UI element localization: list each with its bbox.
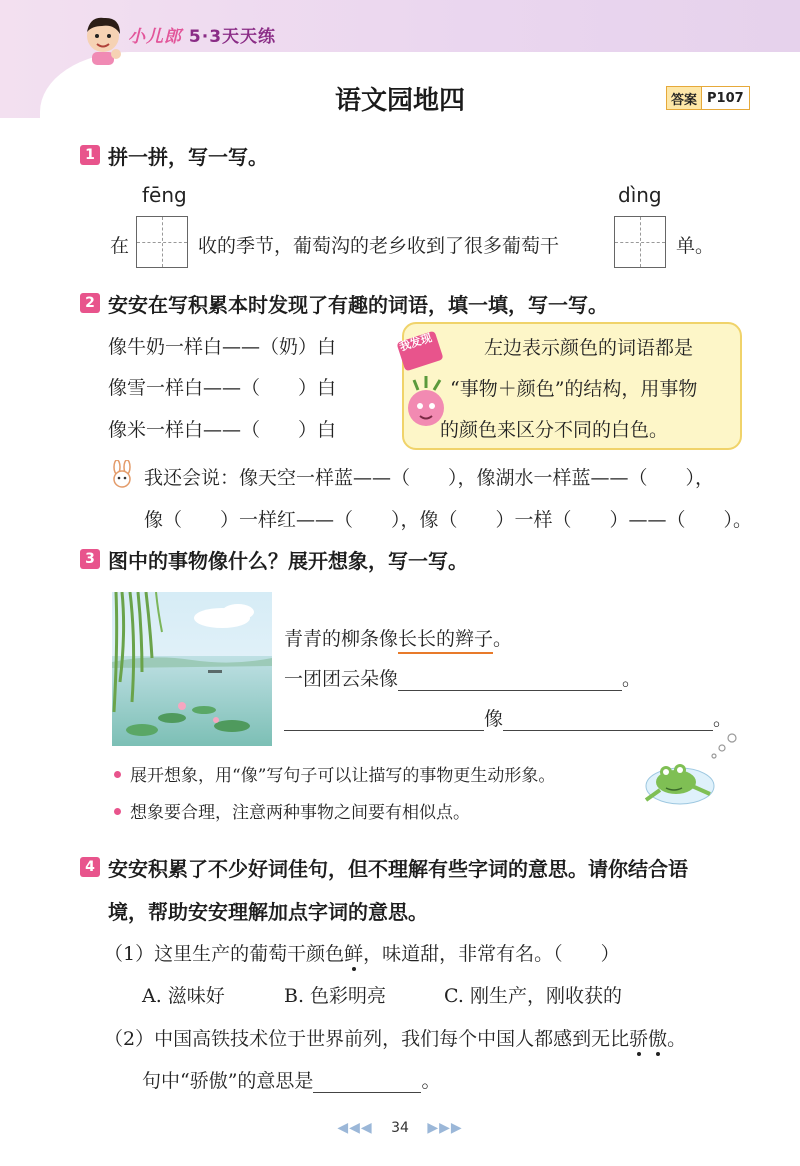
answer-reference — [666, 86, 750, 110]
q4-s2-b: 。 — [667, 1028, 687, 1050]
brand-logo: 小儿郎 — [128, 27, 182, 47]
q3-line2-prefix: 一团团云朵像 — [284, 668, 399, 690]
q3-line2-end: 。 — [622, 668, 642, 690]
q3-prompt: 图中的事物像什么？展开想象，写一写。 — [108, 549, 468, 573]
q2-prompt: 安安在写积累本时发现了有趣的词语，填一填，写一写。 — [108, 293, 608, 317]
brand-series: 5·3天天练 — [188, 27, 277, 47]
q4-s1-b: ，味道甜，非常有名。（ ） — [363, 943, 620, 965]
page-footer — [0, 1120, 800, 1136]
right-arrows-icon: ▶▶▶ — [427, 1120, 463, 1136]
page-number: 34 — [391, 1120, 409, 1136]
q1-text-post: 单。 — [676, 235, 715, 257]
q2-tip-line-1: 左边表示颜色的词语都是 — [484, 337, 694, 359]
q4-number: 4 — [80, 857, 100, 877]
q2-tip-badge: 我发现 — [397, 331, 434, 354]
q4-s2-line-b: 。 — [421, 1070, 441, 1092]
answer-page: P107 — [701, 87, 749, 109]
q2-row-3: 像米一样白——（ ）白 — [108, 419, 337, 441]
q4-sentence-1 — [104, 939, 620, 966]
q3-line-2 — [284, 664, 641, 691]
q1-number: 1 — [80, 145, 100, 165]
q3-answer-blank-2[interactable] — [284, 708, 484, 731]
q4-meaning-blank[interactable] — [313, 1070, 421, 1093]
q3-answer-blank-1[interactable] — [398, 668, 622, 691]
q4-s1-dotted-char: 鲜 — [344, 943, 364, 965]
q2-number: 2 — [80, 293, 100, 313]
q3-line3-end: 。 — [713, 708, 733, 730]
q2-tip-line-2: “事物＋颜色”的结构，用事物 — [450, 378, 698, 400]
willow-lake-illustration — [112, 592, 272, 746]
q4-s2-dotted-char-2: 傲 — [648, 1028, 668, 1050]
q3-tip-bullet-1 — [114, 771, 121, 778]
q4-s1-a: （1）这里生产的葡萄干颜色 — [104, 943, 345, 965]
q3-tip-1: 展开想象，用“像”写句子可以让描写的事物更生动形象。 — [130, 766, 556, 786]
q3-tip-2: 想象要合理，注意两种事物之间要有相似点。 — [130, 803, 470, 823]
header-curve — [40, 52, 800, 192]
q4-s2-a: （2）中国高铁技术位于世界前列，我们每个中国人都感到无比 — [104, 1028, 630, 1050]
q4-option-b[interactable]: B. 色彩明亮 — [284, 985, 387, 1007]
q3-example-b: 长长的辫子 — [398, 628, 493, 654]
frog-dreaming-icon — [636, 728, 746, 816]
q1-prompt: 拼一拼，写一写。 — [108, 145, 268, 169]
q2-extra-line-1: 我还会说：像天空一样蓝——（ ），像湖水一样蓝——（ ）， — [144, 467, 715, 489]
page-title: 语文园地四 — [334, 86, 465, 116]
left-arrows-icon: ◀◀◀ — [337, 1120, 373, 1136]
q1-text-pre: 在 — [110, 235, 130, 257]
q2-extra-line-2: 像（ ）一样红——（ ），像（ ）一样（ ）——（ ）。 — [144, 509, 753, 531]
q1-text-mid: 收的季节，葡萄沟的老乡收到了很多葡萄干 — [198, 235, 560, 257]
q1-writing-box-1[interactable] — [136, 216, 188, 268]
q2-row-1: 像牛奶一样白——（奶）白 — [108, 336, 337, 358]
q4-s2-line-a: 句中“骄傲”的意思是 — [142, 1070, 314, 1092]
mascot-boy-icon — [80, 14, 126, 66]
q2-tip-line-3: 的颜色来区分不同的白色。 — [440, 419, 669, 441]
q4-prompt-line-1: 安安积累了不少好词佳句，但不理解有些字词的意思。请你结合语 — [108, 857, 688, 881]
q1-writing-box-2[interactable] — [614, 216, 666, 268]
q4-option-a[interactable]: A. 滋味好 — [142, 985, 225, 1007]
q1-pinyin-1: fēng — [142, 183, 187, 207]
q3-example-a: 青青的柳条像 — [284, 628, 399, 650]
q1-pinyin-2: dìng — [618, 183, 662, 207]
q3-line-3 — [284, 704, 732, 731]
q4-sentence-2 — [104, 1024, 686, 1051]
q3-tip-bullet-2 — [114, 808, 121, 815]
q3-line3-mid: 像 — [484, 708, 504, 730]
q3-example-c: 。 — [493, 628, 513, 650]
brand — [128, 22, 276, 47]
rabbit-icon — [106, 460, 140, 488]
q3-number: 3 — [80, 549, 100, 569]
q3-example-line — [284, 624, 512, 651]
q4-meaning-line — [142, 1066, 440, 1093]
q4-prompt-line-2: 境，帮助安安理解加点字词的意思。 — [108, 900, 428, 924]
answer-label: 答案 — [671, 92, 698, 108]
q2-row-2: 像雪一样白——（ ）白 — [108, 377, 337, 399]
q4-option-c[interactable]: C. 刚生产，刚收获的 — [444, 985, 622, 1007]
q4-s2-dotted-char-1: 骄 — [629, 1028, 649, 1050]
